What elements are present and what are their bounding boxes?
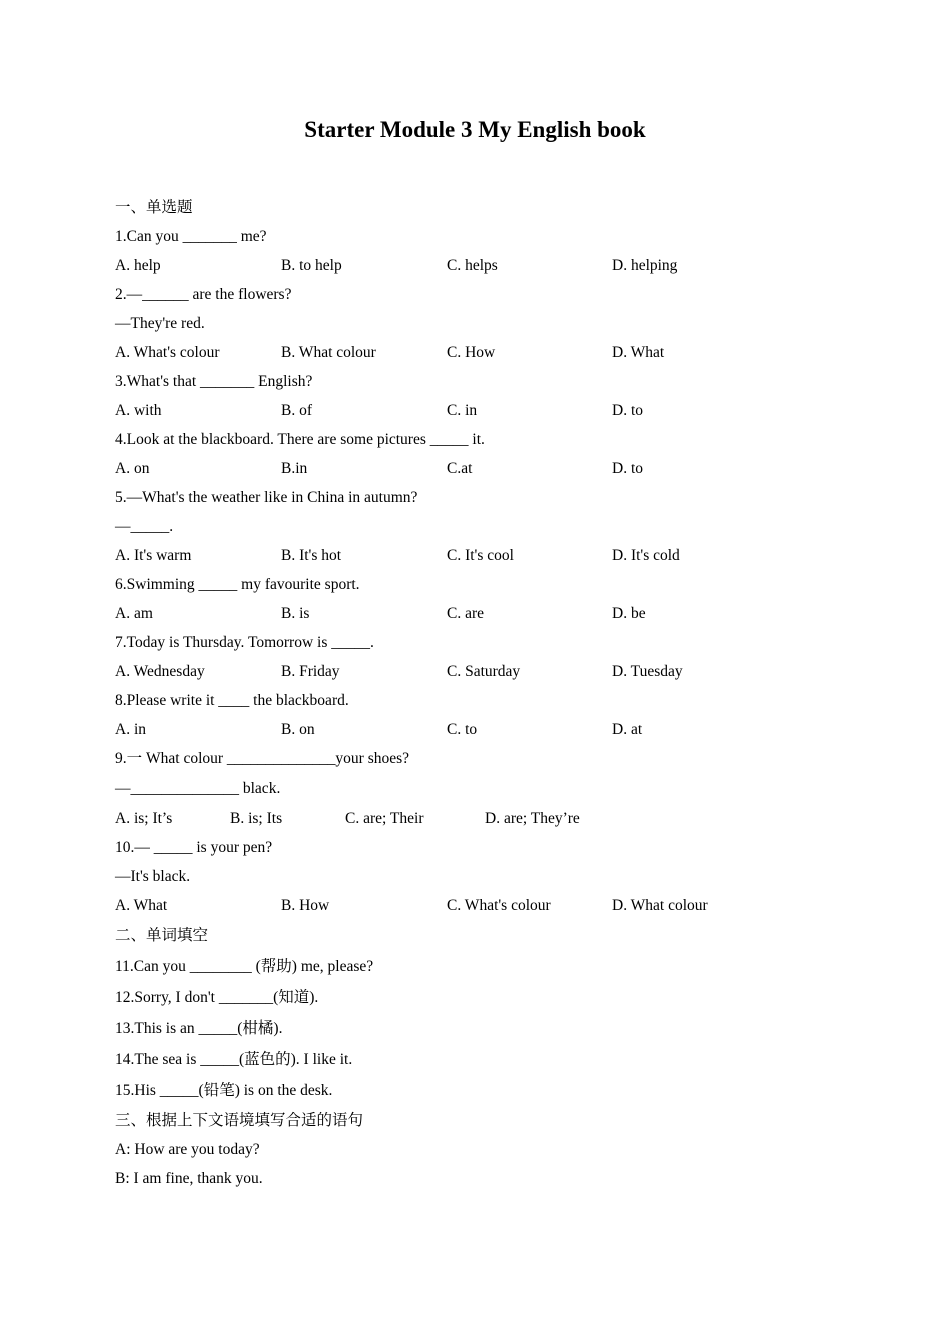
question-9-options [115, 804, 855, 833]
question-1-option-b[interactable]: B. to help [281, 257, 342, 274]
question-9-option-c[interactable]: C. are; Their [345, 810, 424, 827]
question-2-option-c[interactable]: C. How [447, 344, 496, 361]
question-6-option-d[interactable]: D. be [612, 605, 646, 622]
question-8-option-a[interactable]: A. in [115, 721, 146, 738]
section-heading-word-fill: 二、单词填空 [115, 927, 209, 944]
question-6-option-a[interactable]: A. am [115, 605, 153, 622]
question-7-option-b[interactable]: B. Friday [281, 663, 340, 680]
dialog-line-a: A: How are you today? [115, 1141, 260, 1158]
question-2-option-a[interactable]: A. What's colour [115, 344, 220, 361]
question-9-option-b[interactable]: B. is; Its [230, 810, 283, 827]
question-6-option-b[interactable]: B. is [281, 605, 310, 622]
question-2-options [115, 338, 855, 367]
question-5-response: —_____. [115, 518, 174, 535]
question-1-option-d[interactable]: D. helping [612, 257, 678, 274]
question-14: 14.The sea is _____(蓝色的). I like it. [115, 1051, 353, 1068]
question-9-stem: 9.一 What colour ______________your shoes? [115, 750, 410, 767]
question-2-stem: 2.—______ are the flowers? [115, 286, 292, 303]
question-10-option-c[interactable]: C. What's colour [447, 897, 551, 914]
question-13: 13.This is an _____(柑橘). [115, 1020, 283, 1037]
question-7-option-a[interactable]: A. Wednesday [115, 663, 205, 680]
dialog-line-b: B: I am fine, thank you. [115, 1170, 263, 1187]
question-3-option-c[interactable]: C. in [447, 402, 478, 419]
question-3-options [115, 396, 855, 425]
question-4-options [115, 454, 855, 483]
question-5-option-d[interactable]: D. It's cold [612, 547, 680, 564]
question-4-option-c[interactable]: C.at [447, 460, 473, 477]
question-10-option-d[interactable]: D. What colour [612, 897, 708, 914]
question-8-option-d[interactable]: D. at [612, 721, 643, 738]
question-10-option-a[interactable]: A. What [115, 897, 168, 914]
question-5-stem: 5.—What's the weather like in China in autumn? [115, 489, 418, 506]
question-6-options [115, 599, 855, 628]
question-7-option-d[interactable]: D. Tuesday [612, 663, 683, 680]
question-8-option-b[interactable]: B. on [281, 721, 315, 738]
question-5-option-c[interactable]: C. It's cool [447, 547, 514, 564]
question-2-option-b[interactable]: B. What colour [281, 344, 376, 361]
question-4-option-b[interactable]: B.in [281, 460, 308, 477]
question-3-option-b[interactable]: B. of [281, 402, 312, 419]
question-7-stem: 7.Today is Thursday. Tomorrow is _____. [115, 634, 374, 651]
question-5-option-a[interactable]: A. It's warm [115, 547, 192, 564]
worksheet-body [115, 193, 855, 1193]
question-1-stem: 1.Can you _______ me? [115, 228, 267, 245]
question-8-stem: 8.Please write it ____ the blackboard. [115, 692, 349, 709]
question-10-stem: 10.— _____ is your pen? [115, 839, 273, 856]
question-3-option-d[interactable]: D. to [612, 402, 643, 419]
question-3-stem: 3.What's that _______ English? [115, 373, 313, 390]
question-9-option-d[interactable]: D. are; They’re [485, 810, 580, 827]
question-5-option-b[interactable]: B. It's hot [281, 547, 342, 564]
question-4-stem: 4.Look at the blackboard. There are some pictures _____ it. [115, 431, 485, 448]
question-2-option-d[interactable]: D. What [612, 344, 665, 361]
page-title: Starter Module 3 My English book [304, 117, 646, 142]
question-7-options [115, 657, 855, 686]
question-4-option-d[interactable]: D. to [612, 460, 643, 477]
question-1-option-c[interactable]: C. helps [447, 257, 498, 274]
question-9-option-a[interactable]: A. is; It’s [115, 810, 173, 827]
question-10-response: —It's black. [115, 868, 191, 885]
question-2-response: —They're red. [115, 315, 205, 332]
question-10-options [115, 891, 855, 920]
question-15: 15.His _____(铅笔) is on the desk. [115, 1082, 333, 1099]
question-6-stem: 6.Swimming _____ my favourite sport. [115, 576, 360, 593]
question-1-option-a[interactable]: A. help [115, 257, 161, 274]
question-12: 12.Sorry, I don't _______(知道). [115, 989, 319, 1006]
question-5-options [115, 541, 855, 570]
question-8-options [115, 715, 855, 744]
question-3-option-a[interactable]: A. with [115, 402, 162, 419]
question-7-option-c[interactable]: C. Saturday [447, 663, 521, 680]
question-4-option-a[interactable]: A. on [115, 460, 150, 477]
question-1-options [115, 251, 855, 280]
question-9-response: —______________ black. [115, 780, 281, 797]
question-6-option-c[interactable]: C. are [447, 605, 485, 622]
question-10-option-b[interactable]: B. How [281, 897, 330, 914]
question-8-option-c[interactable]: C. to [447, 721, 478, 738]
section-heading-context-fill: 三、根据上下文语境填写合适的语句 [115, 1112, 364, 1129]
question-11: 11.Can you ________ (帮助) me, please? [115, 958, 374, 975]
section-heading-multiple-choice: 一、单选题 [115, 199, 193, 216]
